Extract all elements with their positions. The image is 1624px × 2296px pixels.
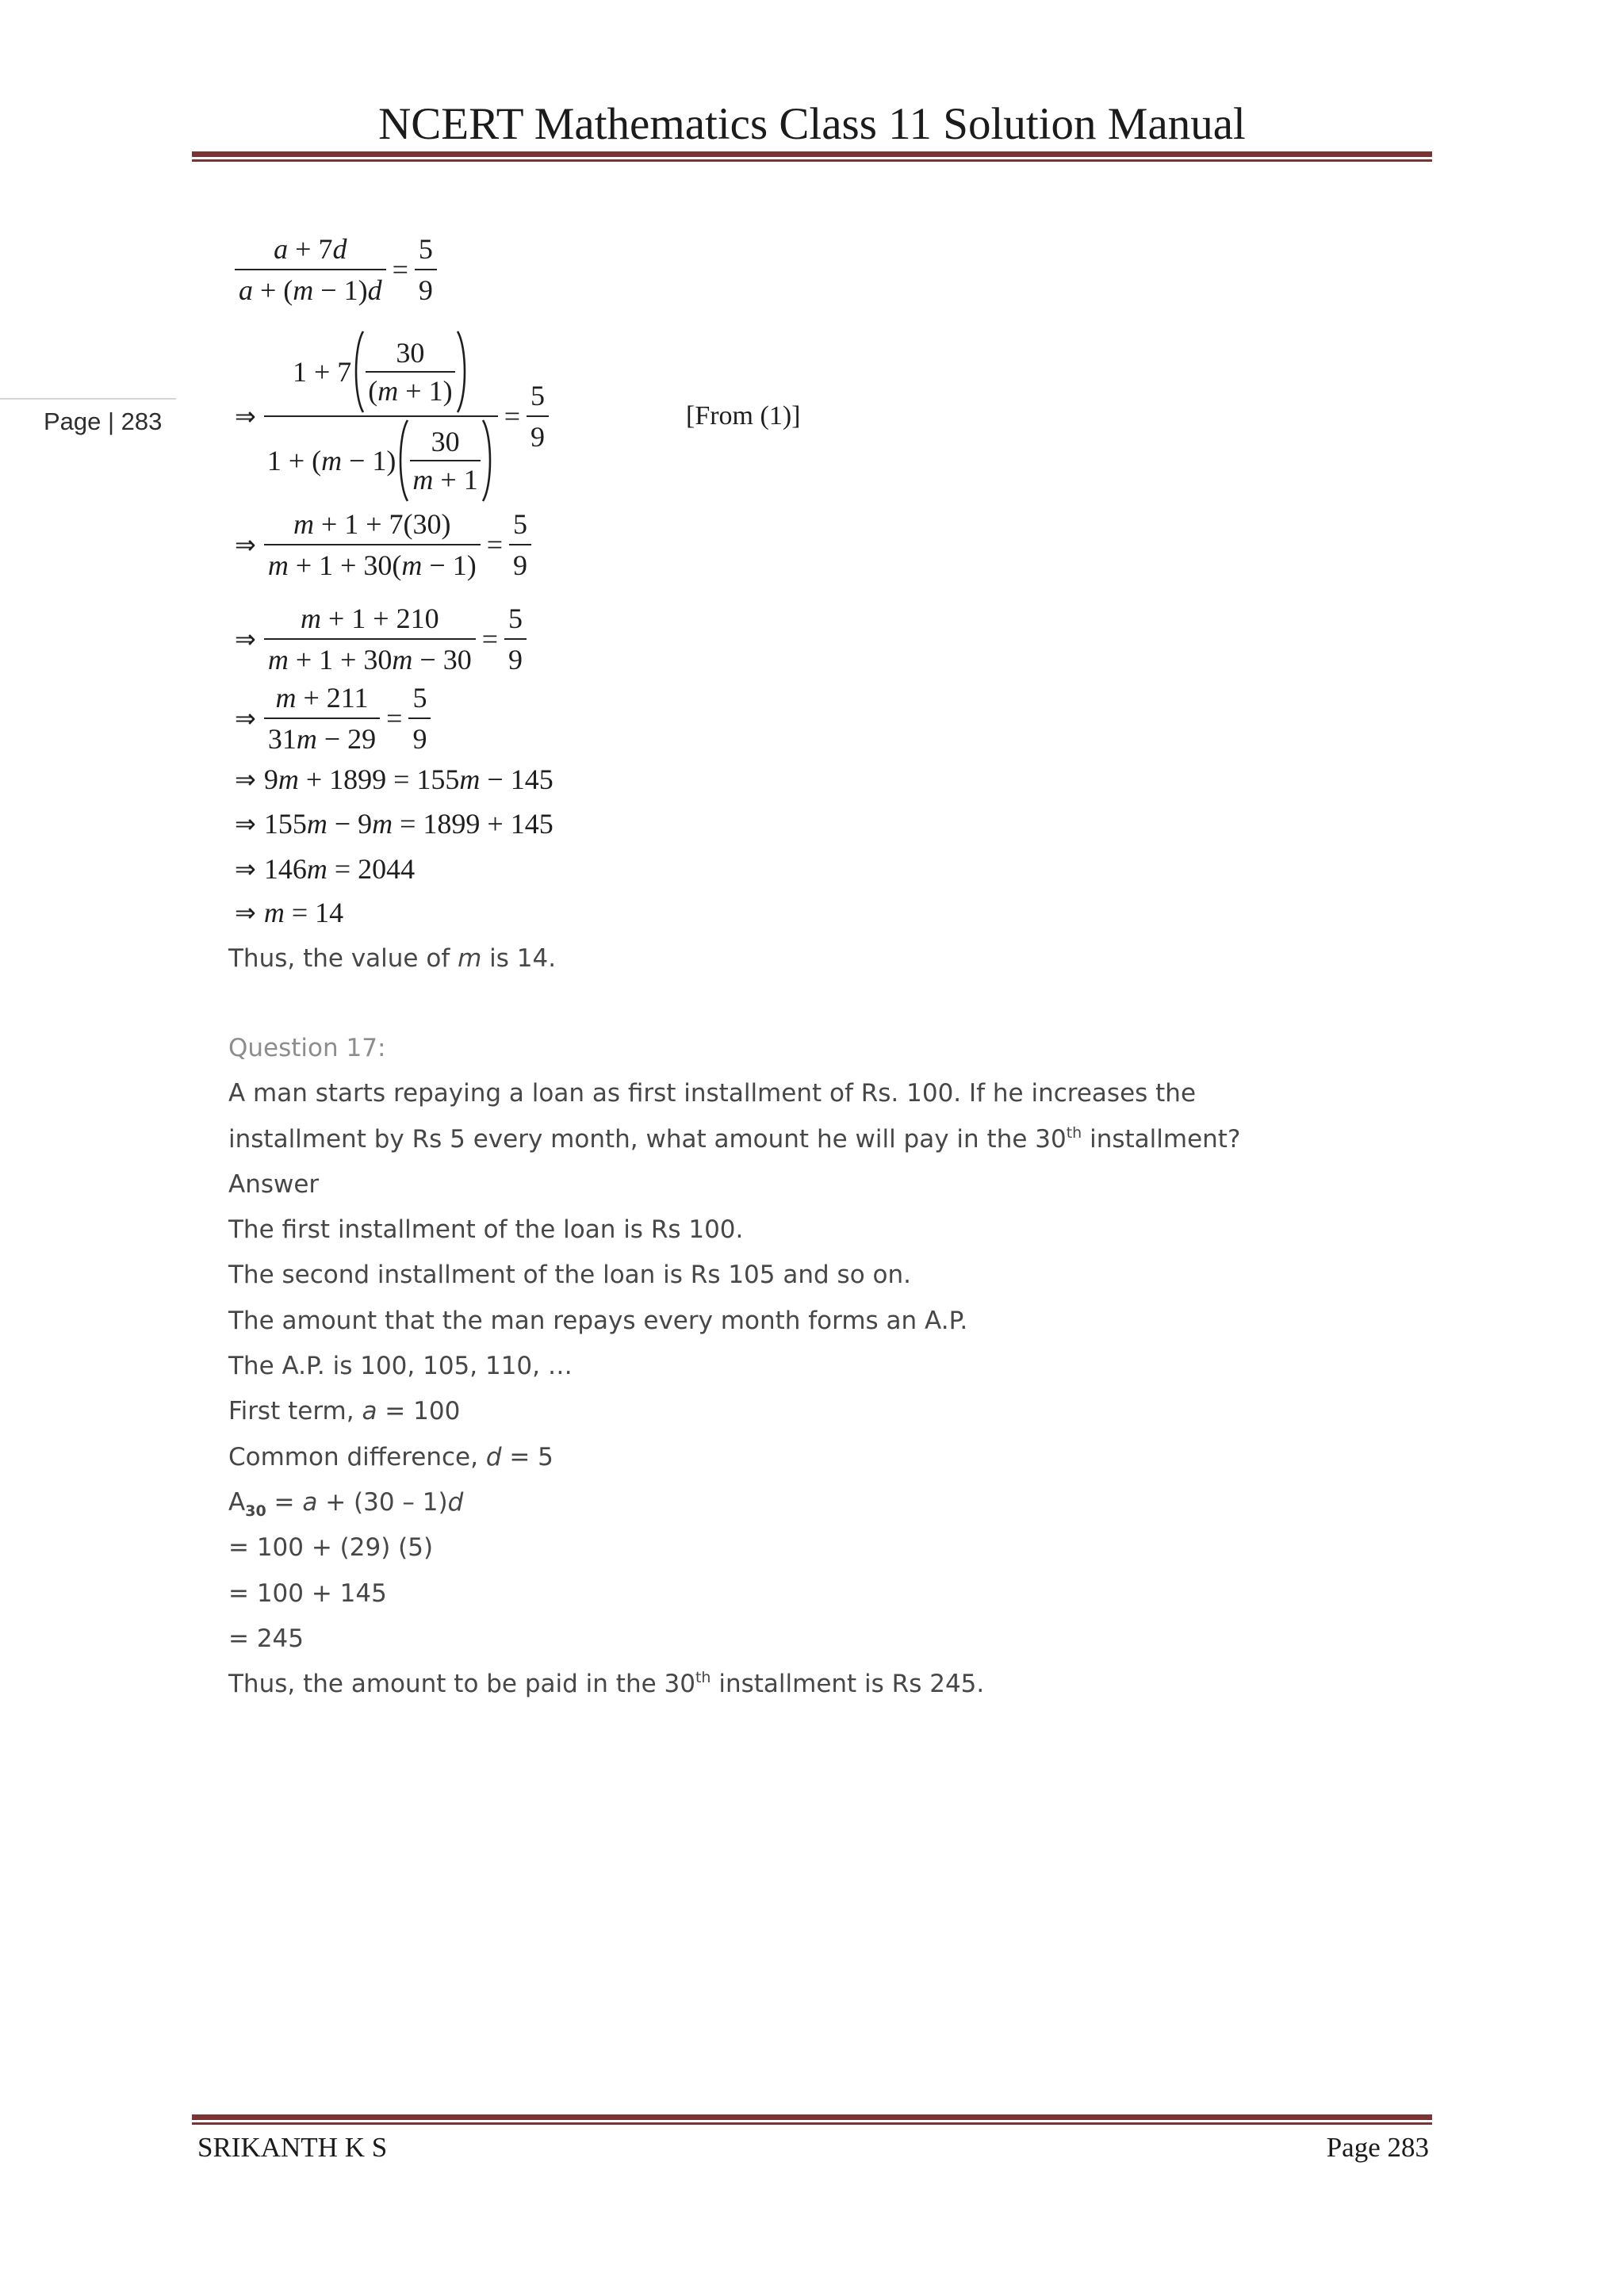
implies-arrow: ⇒ bbox=[235, 703, 256, 733]
conclusion-line bbox=[228, 936, 556, 981]
answer-line: The A.P. is 100, 105, 110, … bbox=[228, 1352, 573, 1381]
fraction-denominator: 9 bbox=[527, 415, 549, 454]
variable-a: a bbox=[302, 1487, 318, 1517]
calculation-line: = 100 + 145 bbox=[228, 1578, 387, 1608]
left-paren bbox=[351, 330, 366, 414]
answer-text: installment is Rs 245. bbox=[710, 1670, 985, 1699]
fraction-denominator: a + (m − 1)d bbox=[235, 269, 386, 308]
ordinal-superscript: th bbox=[1066, 1123, 1082, 1142]
answer-text: = bbox=[266, 1487, 303, 1517]
fraction-rhs bbox=[415, 232, 437, 308]
implies-arrow: ⇒ bbox=[235, 809, 256, 839]
fraction-rhs bbox=[504, 601, 527, 677]
equation-step-9 bbox=[235, 890, 343, 935]
answer-label: Answer bbox=[228, 1169, 320, 1199]
equals-sign: = bbox=[392, 254, 408, 285]
equals-sign: = bbox=[386, 702, 403, 734]
fraction-numerator: 5 bbox=[508, 603, 523, 634]
equation-step-1 bbox=[235, 230, 437, 309]
question-text-line bbox=[228, 1117, 1240, 1162]
question-answer-block bbox=[228, 1026, 1240, 1707]
equation-text: m = 14 bbox=[263, 897, 344, 928]
implies-arrow: ⇒ bbox=[235, 854, 256, 884]
answer-text: + (30 – 1) bbox=[317, 1487, 448, 1517]
implies-arrow: ⇒ bbox=[235, 764, 256, 794]
fraction-denominator: 31m − 29 bbox=[264, 718, 380, 756]
question-text: installment? bbox=[1082, 1124, 1241, 1154]
question-text-line: A man starts repaying a loan as first installment of Rs. 100. If he increases the bbox=[228, 1079, 1197, 1108]
fraction-numerator bbox=[289, 328, 473, 415]
footer-rule-thin bbox=[192, 2122, 1432, 2125]
fraction-numerator: m + 1 + 210 bbox=[300, 603, 439, 634]
margin-page-label: Page | 283 bbox=[44, 408, 163, 435]
equation-step-7 bbox=[235, 802, 553, 846]
variable-m: m bbox=[458, 944, 482, 973]
fraction-rhs bbox=[527, 378, 549, 454]
conclusion-text: Thus, the value of bbox=[228, 944, 458, 973]
numerator-expression bbox=[293, 330, 469, 414]
fraction bbox=[264, 680, 380, 756]
footer-author: SRIKANTH K S bbox=[197, 2132, 388, 2163]
denominator-expression bbox=[267, 419, 495, 503]
question-text: installment by Rs 5 every month, what amount he will pay in the 30 bbox=[228, 1124, 1067, 1154]
fraction-numerator: 5 bbox=[412, 682, 427, 714]
term-subscript: 30 bbox=[245, 1502, 266, 1520]
footer-page-number: Page 283 bbox=[1326, 2132, 1429, 2163]
equation-step-5 bbox=[235, 679, 431, 758]
fraction bbox=[235, 232, 386, 308]
fraction-denominator: 9 bbox=[509, 544, 531, 583]
fraction bbox=[264, 601, 476, 677]
equation-step-2 bbox=[235, 327, 549, 506]
fraction-rhs bbox=[509, 507, 531, 583]
fraction-denominator: 9 bbox=[408, 718, 431, 756]
final-answer-line bbox=[228, 1662, 1240, 1707]
fraction-rhs bbox=[408, 680, 431, 756]
fraction-denominator: (m + 1) bbox=[366, 371, 454, 408]
equation-step-3 bbox=[235, 505, 531, 584]
equation-step-8 bbox=[235, 847, 415, 891]
answer-line: The amount that the man repays every month forms an A.P. bbox=[228, 1306, 968, 1335]
equation-text: 9m + 1899 = 155m − 145 bbox=[263, 763, 553, 795]
a30-formula-line bbox=[228, 1480, 1240, 1525]
first-term-line bbox=[228, 1389, 1240, 1434]
answer-text: = 100 bbox=[377, 1397, 461, 1426]
implies-arrow: ⇒ bbox=[235, 530, 256, 560]
implies-arrow: ⇒ bbox=[235, 624, 256, 654]
header-rule-thin bbox=[192, 159, 1432, 162]
common-difference-line bbox=[228, 1435, 1240, 1480]
fraction-numerator: 5 bbox=[418, 233, 433, 265]
fraction-denominator: m + 1 bbox=[410, 460, 480, 496]
answer-text: First term, bbox=[228, 1397, 362, 1426]
variable-a: a bbox=[362, 1397, 377, 1426]
answer-line: The first installment of the loan is Rs 100. bbox=[228, 1215, 744, 1245]
fraction-denominator: m + 1 + 30m − 30 bbox=[264, 638, 476, 677]
fraction-numerator: a + 7d bbox=[274, 233, 347, 265]
calculation-line: = 245 bbox=[228, 1624, 304, 1653]
answer-text: Common difference, bbox=[228, 1442, 486, 1471]
footer-rule-thick bbox=[192, 2114, 1432, 2120]
denominator-lead: 1 + (m − 1) bbox=[266, 445, 396, 476]
inner-fraction bbox=[410, 425, 480, 496]
variable-d: d bbox=[447, 1487, 464, 1517]
equals-sign: = bbox=[504, 400, 521, 432]
compound-fraction bbox=[264, 328, 498, 504]
header-rule-thick bbox=[192, 151, 1432, 157]
fraction-numerator: 5 bbox=[530, 380, 546, 411]
fraction-denominator bbox=[264, 415, 498, 504]
margin-separator bbox=[0, 398, 176, 400]
conclusion-text: is 14. bbox=[481, 944, 557, 973]
fraction-denominator: m + 1 + 30(m − 1) bbox=[264, 544, 481, 583]
left-paren bbox=[396, 419, 410, 503]
fraction-numerator: 5 bbox=[513, 508, 528, 540]
right-paren bbox=[455, 330, 469, 414]
variable-d: d bbox=[485, 1442, 502, 1471]
answer-text: Thus, the amount to be paid in the 30 bbox=[228, 1670, 695, 1699]
fraction-numerator: m + 211 bbox=[275, 682, 369, 714]
answer-text: = 5 bbox=[501, 1442, 553, 1471]
fraction-denominator: 9 bbox=[415, 269, 437, 308]
inner-fraction bbox=[366, 336, 454, 408]
equation-text: 146m = 2044 bbox=[263, 853, 416, 885]
right-paren bbox=[481, 419, 495, 503]
fraction-denominator: 9 bbox=[504, 638, 527, 677]
fraction-numerator: 30 bbox=[431, 426, 460, 457]
implies-arrow: ⇒ bbox=[235, 897, 256, 928]
reference-note: [From (1)] bbox=[686, 401, 801, 430]
equation-step-6 bbox=[235, 757, 553, 802]
fraction bbox=[264, 507, 481, 583]
calculation-line: = 100 + (29) (5) bbox=[228, 1533, 434, 1563]
ordinal-superscript: th bbox=[695, 1669, 711, 1687]
fraction-numerator: m + 1 + 7(30) bbox=[293, 508, 451, 540]
implies-arrow: ⇒ bbox=[235, 401, 256, 431]
equation-text: 155m − 9m = 1899 + 145 bbox=[263, 808, 553, 840]
page-header-title: NCERT Mathematics Class 11 Solution Manual bbox=[378, 99, 1246, 149]
answer-line: The second installment of the loan is Rs 105 and so on. bbox=[228, 1261, 911, 1290]
question-heading: Question 17: bbox=[228, 1034, 386, 1062]
term-symbol: A bbox=[228, 1487, 246, 1517]
equals-sign: = bbox=[486, 529, 504, 561]
equation-step-4 bbox=[235, 599, 527, 679]
numerator-lead: 1 + 7 bbox=[292, 356, 352, 388]
fraction-numerator: 30 bbox=[396, 337, 425, 369]
equals-sign: = bbox=[481, 623, 499, 655]
